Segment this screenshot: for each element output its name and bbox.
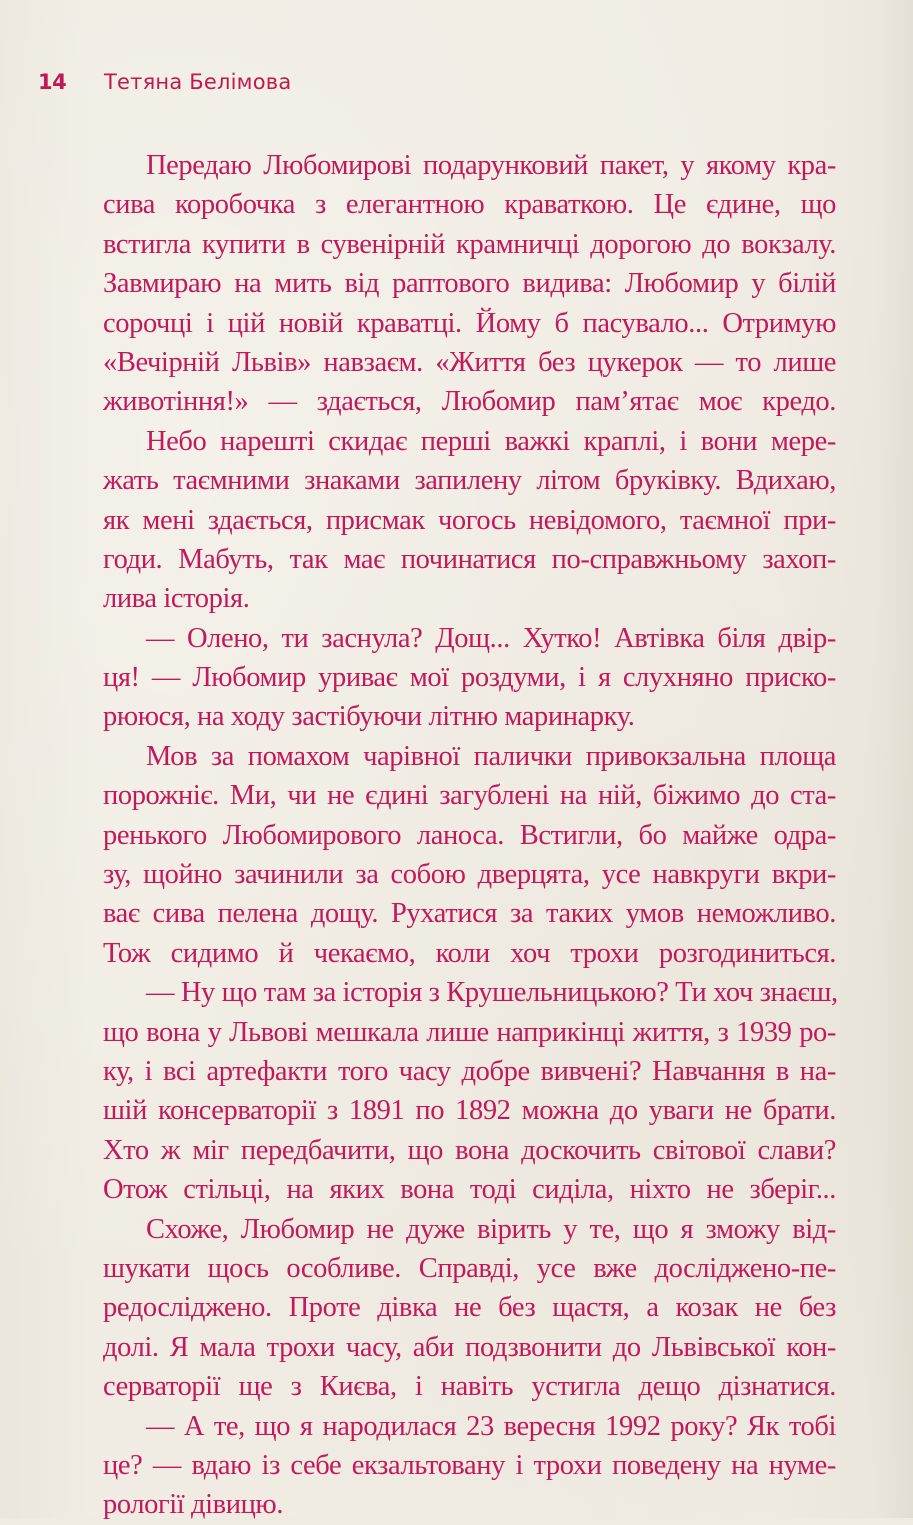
text-line: — Ну що там за історія з Крушельницькою? Ти хоч знаєш, [146, 977, 838, 1009]
text-line: рююся, на ходу застібуючи літню маринарку. [103, 701, 635, 733]
text-line: Отож стільці, на яких вона тоді сиділа, ніхто не зберіг... [103, 1174, 836, 1206]
paragraph [103, 619, 836, 737]
text-line: порожніє. Ми, чи не єдині загублені на ній, біжимо до ста- [103, 780, 836, 812]
text-line: «Вечірній Львів» навзаєм. «Життя без цукерок — то лише [103, 346, 836, 378]
text-line: ця! — Любомир уриває мої роздуми, і я слухняно приско- [103, 662, 836, 694]
text-line: лива історія. [103, 583, 250, 615]
text-line: ренького Любомирового ланоса. Встигли, бо майже одра- [103, 819, 836, 851]
text-line: рології дівицю. [103, 1489, 284, 1521]
text-line: Схоже, Любомир не дуже вірить у те, що я зможу від- [146, 1213, 836, 1245]
text-line: Небо нарешті скидає перші важкі краплі, і вони мере- [146, 425, 836, 457]
page-number: 14 [38, 70, 67, 94]
paragraph [103, 146, 836, 422]
body-text [103, 146, 838, 1525]
running-head-author: Тетяна Белімова [104, 70, 292, 94]
text-line: годи. Мабуть, так має починатися по-справжньому захоп- [103, 543, 836, 575]
paragraph [103, 973, 838, 1209]
text-line: шій консерваторії з 1891 по 1892 можна до уваги не брати. [103, 1095, 836, 1127]
paragraph [103, 737, 836, 973]
text-line: ває сива пелена дощу. Рухатися за таких умов неможливо. [103, 898, 836, 930]
paragraph [103, 1210, 836, 1407]
text-line: — Олено, ти заснула? Дощ... Хутко! Автівка біля двір- [146, 622, 836, 654]
text-line: Мов за помахом чарівної палички привокзальна площа [146, 740, 836, 772]
text-line: серваторії ще з Києва, і навіть устигла дещо дізнатися. [103, 1371, 836, 1403]
text-line: шукати щось особливе. Справді, усе вже досліджено-пе- [103, 1252, 836, 1284]
text-line: як мені здається, присмак чогось невідомого, таємної при- [103, 504, 836, 536]
text-line: — А те, що я народилася 23 вересня 1992 року? Як тобі [146, 1410, 836, 1442]
text-line: редосліджено. Проте дівка не без щастя, а козак не без [103, 1292, 836, 1324]
text-line: зу, щойно зачинили за собою дверцята, усе навкруги вкри- [103, 859, 836, 891]
text-line: жать таємними знаками запилену літом бруківку. Вдихаю, [103, 465, 836, 497]
paragraph [103, 1407, 836, 1525]
text-line: встигла купити в сувенірній крамничці дорогою до вокзалу. [103, 228, 836, 260]
text-line: сорочці і цій новій краватці. Йому б пасувало... Отримую [103, 307, 836, 339]
text-line: це? — вдаю із себе екзальтовану і трохи поведену на нуме- [103, 1449, 836, 1481]
text-line: долі. Я мала трохи часу, аби подзвонити до Львівської кон- [103, 1331, 836, 1363]
text-line: Передаю Любомирові подарунковий пакет, у якому кра- [146, 150, 836, 181]
text-line: ку, і всі артефакти того часу добре вивчені? Навчання в на- [103, 1055, 836, 1087]
text-line: Завмираю на мить від раптового видива: Любомир у білій [103, 268, 836, 300]
text-line: сива коробочка з елегантною краваткою. Це єдине, що [103, 189, 836, 221]
text-line: Тож сидимо й чекаємо, коли хоч трохи розгодиниться. [103, 937, 836, 969]
text-line: Хто ж міг передбачити, що вона доскочить світової слави? [103, 1134, 836, 1166]
page-header [38, 70, 291, 102]
text-line: животіння!» — здається, Любомир пам’ятає моє кредо. [103, 386, 836, 418]
text-line: що вона у Львові мешкала лише наприкінці життя, з 1939 ро- [103, 1016, 836, 1048]
paragraph [103, 422, 836, 619]
